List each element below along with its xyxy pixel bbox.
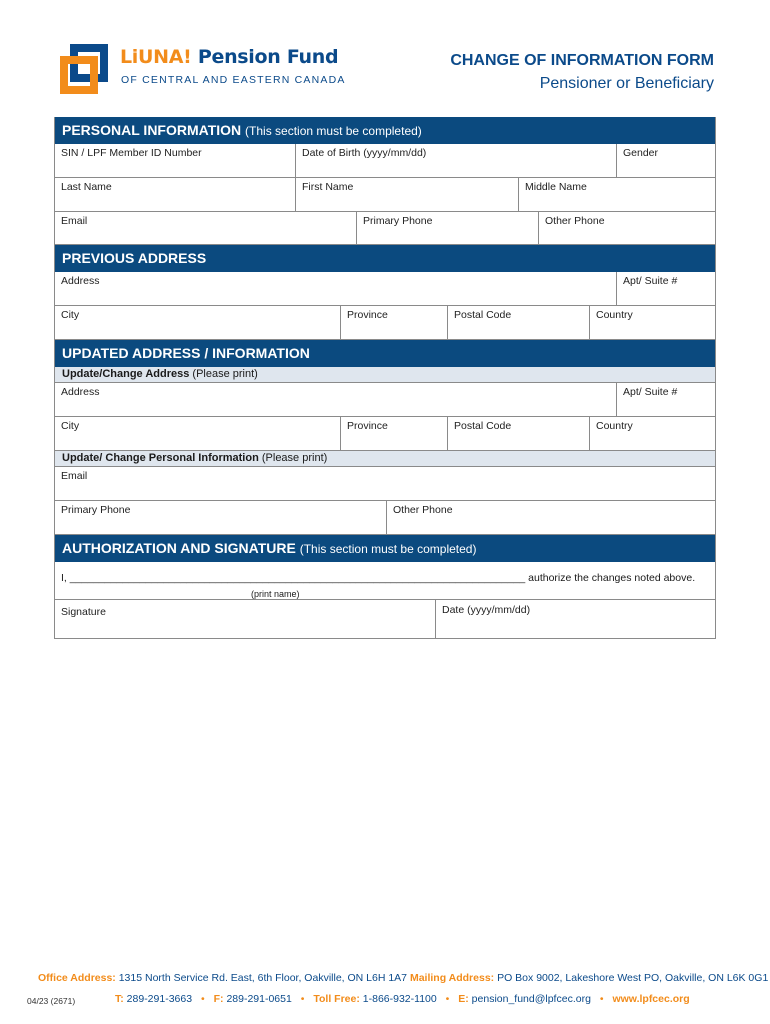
previous-address-field[interactable] (55, 272, 616, 305)
date-of-birth-field[interactable] (295, 144, 616, 177)
field-label: Province (347, 309, 388, 321)
field-label: Other Phone (545, 215, 605, 227)
previous-country-field[interactable] (589, 306, 715, 339)
field-label: Email (61, 470, 88, 482)
change-of-information-form (54, 117, 716, 639)
fax-number: 289-291-0651 (226, 993, 292, 1005)
new-province-field[interactable] (340, 417, 447, 450)
logo-liuna: LiUNA! (120, 46, 192, 68)
previous-province-field[interactable] (340, 306, 447, 339)
field-label: Address (61, 386, 100, 398)
new-other-phone-field[interactable] (386, 501, 715, 534)
form-title: CHANGE OF INFORMATION FORM (450, 52, 714, 69)
field-label: Date (yyyy/mm/dd) (442, 604, 531, 616)
print-name-label: (print name) (251, 589, 300, 599)
mailing-address-label: Mailing Address: (409, 972, 495, 984)
website-link[interactable]: www.lpfcec.org (612, 993, 690, 1005)
middle-name-field[interactable] (518, 178, 715, 211)
field-label: Address (61, 275, 100, 287)
form-row (55, 272, 715, 306)
subsection-update-address (55, 367, 715, 383)
section-personal-information (55, 117, 715, 144)
field-label: Signature (61, 606, 106, 618)
form-row (55, 212, 715, 245)
section-title: UPDATED ADDRESS / INFORMATION (62, 345, 310, 361)
previous-apt-suite-field[interactable] (616, 272, 715, 305)
separator-dot-icon: • (200, 993, 205, 1005)
field-label: First Name (302, 181, 354, 193)
separator-dot-icon: • (599, 993, 604, 1005)
office-address-label: Office Address: (38, 972, 116, 984)
section-note: (This section must be completed) (245, 124, 422, 138)
section-note: (This section must be completed) (299, 542, 477, 556)
new-postal-code-field[interactable] (447, 417, 589, 450)
form-code: 04/23 (2671) (27, 996, 76, 1006)
section-updated-address (55, 340, 715, 367)
field-label: Middle Name (525, 181, 587, 193)
signature-field[interactable] (55, 600, 435, 638)
field-label: City (61, 309, 80, 321)
form-row (55, 501, 715, 535)
field-label: Country (596, 420, 633, 432)
field-label: Apt/ Suite # (623, 386, 678, 398)
email-label: E: (458, 993, 469, 1005)
new-email-field[interactable] (55, 467, 715, 500)
logo-pension-fund: Pension Fund (197, 46, 339, 68)
separator-dot-icon: • (300, 993, 305, 1005)
field-label: Country (596, 309, 633, 321)
email-field[interactable] (55, 212, 356, 244)
subsection-update-personal (55, 451, 715, 467)
field-label: Gender (623, 147, 659, 159)
signature-date-field[interactable] (435, 600, 715, 638)
footer-addresses (38, 972, 768, 984)
logo-mark-icon (60, 44, 108, 96)
last-name-field[interactable] (55, 178, 295, 211)
field-label: City (61, 420, 80, 432)
new-primary-phone-field[interactable] (55, 501, 386, 534)
section-previous-address (55, 245, 715, 272)
field-label: Postal Code (454, 420, 512, 432)
new-country-field[interactable] (589, 417, 715, 450)
sin-field[interactable] (55, 144, 295, 177)
field-label: Province (347, 420, 388, 432)
gender-field[interactable] (616, 144, 715, 177)
new-apt-suite-field[interactable] (616, 383, 715, 416)
field-label: Apt/ Suite # (623, 275, 678, 287)
office-address: 1315 North Service Rd. East, 6th Floor, Oakville, ON L6H 1A7 (118, 972, 408, 984)
field-label: Primary Phone (61, 504, 131, 516)
subsection-title: Update/ Change Personal Information (62, 452, 259, 464)
primary-phone-field[interactable] (356, 212, 538, 244)
section-authorization (55, 535, 715, 562)
authorization-statement (55, 562, 715, 600)
liuna-logo (60, 44, 360, 100)
field-label: Other Phone (393, 504, 453, 516)
subsection-note: (Please print) (192, 368, 258, 380)
subsection-title: Update/Change Address (62, 368, 190, 380)
form-row (55, 600, 715, 639)
section-title: PREVIOUS ADDRESS (62, 250, 207, 266)
other-phone-field[interactable] (538, 212, 715, 244)
form-subtitle: Pensioner or Beneficiary (539, 75, 714, 92)
logo-subtitle: OF CENTRAL AND EASTERN CANADA (121, 74, 346, 86)
separator-dot-icon: • (445, 993, 450, 1005)
first-name-field[interactable] (295, 178, 518, 211)
phone-label: T: (115, 993, 124, 1005)
form-row (55, 417, 715, 451)
footer-contacts (115, 993, 690, 1005)
field-label: Date of Birth (yyyy/mm/dd) (302, 147, 427, 159)
subsection-note: (Please print) (261, 452, 328, 464)
new-city-field[interactable] (55, 417, 340, 450)
new-address-field[interactable] (55, 383, 616, 416)
section-title: PERSONAL INFORMATION (62, 122, 242, 138)
toll-free-label: Toll Free: (313, 993, 360, 1005)
previous-city-field[interactable] (55, 306, 340, 339)
fax-label: F: (213, 993, 224, 1005)
field-label: Last Name (61, 181, 112, 193)
authorize-text: I, ______________________________________________________________________________ authorize the changes noted above. (61, 572, 696, 584)
contact-email-link[interactable]: pension_fund@lpfcec.org (471, 993, 591, 1005)
form-title-block (450, 52, 714, 93)
field-label: SIN / LPF Member ID Number (61, 147, 202, 159)
field-label: Email (61, 215, 88, 227)
form-row (55, 306, 715, 340)
field-label: Postal Code (454, 309, 512, 321)
form-row (55, 383, 715, 417)
form-row (55, 144, 715, 178)
phone-number: 289-291-3663 (126, 993, 193, 1005)
form-row (55, 467, 715, 501)
form-row (55, 178, 715, 212)
previous-postal-code-field[interactable] (447, 306, 589, 339)
toll-free-number: 1-866-932-1100 (362, 993, 437, 1005)
mailing-address: PO Box 9002, Lakeshore West PO, Oakville, ON L6K 0G1 (497, 972, 769, 984)
logo-title (120, 46, 338, 68)
field-label: Primary Phone (363, 215, 433, 227)
section-title: AUTHORIZATION AND SIGNATURE (62, 540, 296, 556)
